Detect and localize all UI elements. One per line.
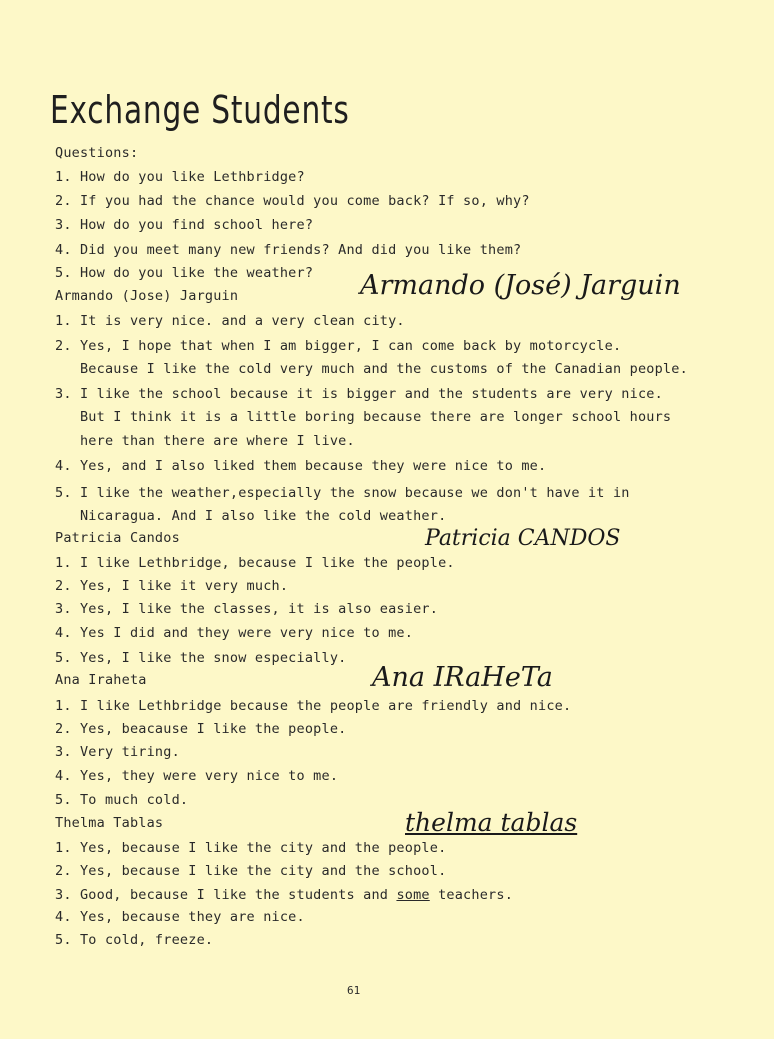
answer-line: 5. Yes, I like the snow especially. <box>55 650 347 666</box>
answer-line <box>55 887 513 903</box>
question-1: 1. How do you like Lethbridge? <box>55 169 305 185</box>
handwritten-signature: thelma tablas <box>405 808 578 837</box>
answer-text <box>430 887 438 903</box>
answer-line: 1. Yes, because I like the city and the people. <box>55 840 447 856</box>
answer-line: 1. I like Lethbridge, because I like the people. <box>55 555 455 571</box>
answer-line: 2. Yes, I hope that when I am bigger, I can come back by motorcycle. <box>55 338 622 354</box>
answer-line: here than there are where I live. <box>55 433 355 449</box>
answer-underlined-word: some <box>396 887 430 903</box>
answer-line: Because I like the cold very much and the customs of the Canadian people. <box>55 361 688 377</box>
answer-line: 4. Yes, and I also liked them because they were nice to me. <box>55 458 547 474</box>
handwritten-signature: Ana IRaHeTa <box>372 662 553 693</box>
answer-line: 5. I like the weather,especially the snow because we don't have it in <box>55 485 630 501</box>
answer-line: 1. It is very nice. and a very clean city. <box>55 313 405 329</box>
handwritten-signature: Armando (José) Jarguin <box>360 270 681 301</box>
answer-line: 2. Yes, because I like the city and the school. <box>55 863 447 879</box>
student-name: Thelma Tablas <box>55 815 164 831</box>
answer-line: 4. Yes I did and they were very nice to me. <box>55 625 414 641</box>
page-number: 61 <box>347 984 361 997</box>
student-name: Ana Iraheta <box>55 672 147 688</box>
answer-line: 3. Very tiring. <box>55 744 180 760</box>
student-name: Armando (Jose) Jarguin <box>55 288 239 304</box>
answer-line: 5. To cold, freeze. <box>55 932 214 948</box>
answer-line: 2. Yes, I like it very much. <box>55 578 289 594</box>
answer-line: 4. Yes, because they are nice. <box>55 909 305 925</box>
answer-text: teachers. <box>438 887 514 903</box>
answer-line: 2. Yes, beacause I like the people. <box>55 721 347 737</box>
answer-line: 3. Yes, I like the classes, it is also easier. <box>55 601 439 617</box>
question-3: 3. How do you find school here? <box>55 217 314 233</box>
student-name: Patricia Candos <box>55 530 180 546</box>
question-2: 2. If you had the chance would you come back? If so, why? <box>55 193 530 209</box>
answer-text: 3. Good, because I like the students and <box>55 887 397 903</box>
answer-line: 4. Yes, they were very nice to me. <box>55 768 339 784</box>
question-4: 4. Did you meet many new friends? And did you like them? <box>55 242 522 258</box>
questions-label: Questions: <box>55 145 139 161</box>
answer-line: 3. I like the school because it is bigger and the students are very nice. <box>55 386 663 402</box>
page-title: Exchange Students <box>50 88 350 132</box>
handwritten-signature: Patricia CANDOS <box>425 526 621 551</box>
answer-line: 5. To much cold. <box>55 792 189 808</box>
answer-line: 1. I like Lethbridge because the people are friendly and nice. <box>55 698 572 714</box>
answer-line: But I think it is a little boring because there are longer school hours <box>55 409 672 425</box>
answer-line: Nicaragua. And I also like the cold weather. <box>55 508 447 524</box>
question-5: 5. How do you like the weather? <box>55 265 314 281</box>
